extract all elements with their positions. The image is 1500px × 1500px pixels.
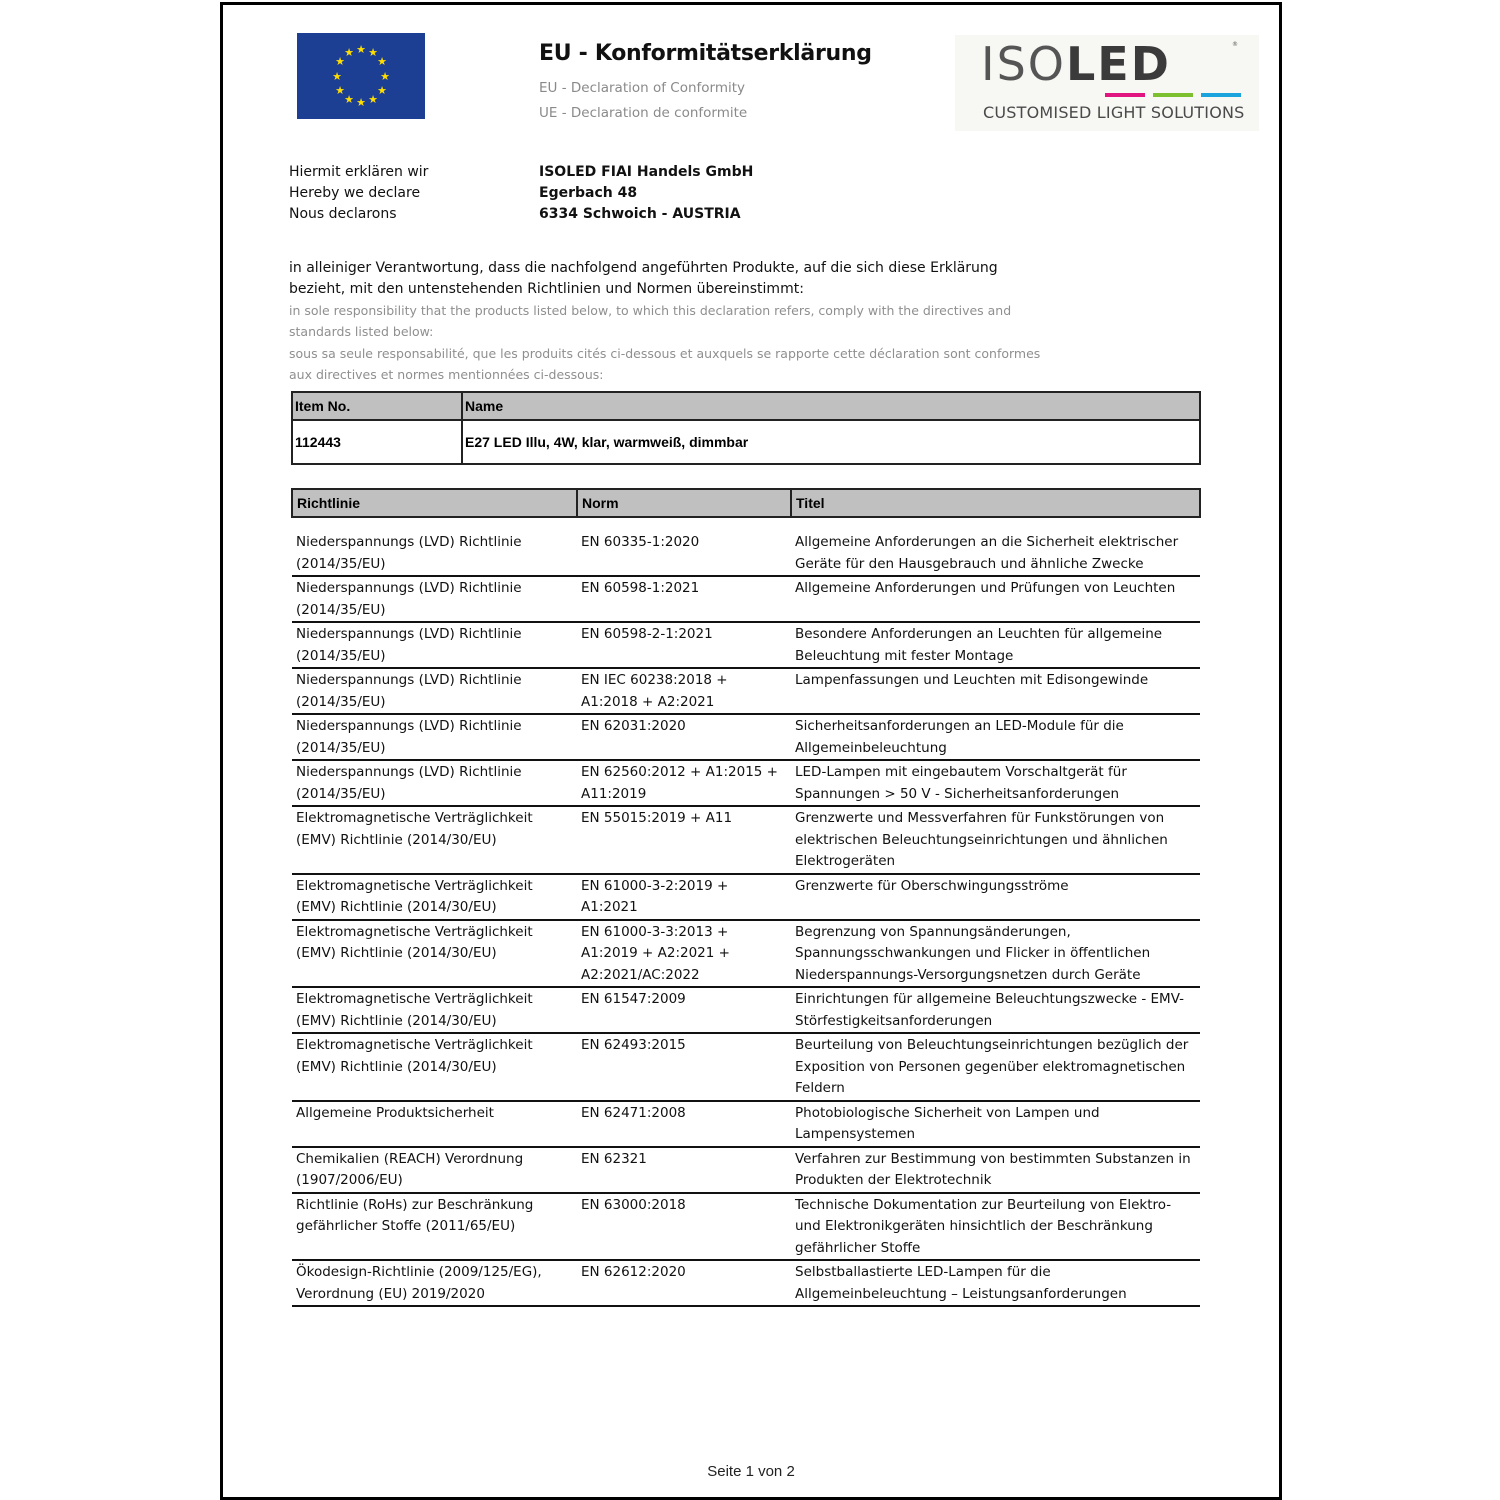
svg-text:★: ★	[377, 84, 387, 97]
directive-cell: Allgemeine Produktsicherheit	[292, 1101, 577, 1147]
norm-cell: EN 60598-1:2021	[577, 576, 791, 622]
norm-cell: EN 62321	[577, 1147, 791, 1193]
logo-tagline: CUSTOMISED LIGHT SOLUTIONS	[983, 103, 1245, 122]
item-name: E27 LED Illu, 4W, klar, warmweiß, dimmbar	[462, 420, 1200, 464]
title-cell: Lampenfassungen und Leuchten mit Edisongewinde	[791, 668, 1200, 714]
item-number: 112443	[292, 420, 462, 464]
table-row	[292, 1033, 1200, 1101]
svg-text:★: ★	[377, 55, 387, 68]
declaration-labels	[289, 162, 428, 225]
directive-cell: Elektromagnetische Verträglichkeit (EMV) Richtlinie (2014/30/EU)	[292, 806, 577, 874]
registered-mark: ®	[1232, 41, 1238, 48]
company-street: Egerbach 48	[539, 185, 638, 201]
table-row	[292, 517, 1200, 576]
svg-text:★: ★	[335, 84, 345, 97]
logo-word-thin: ISO	[981, 37, 1066, 91]
norm-cell: EN 62031:2020	[577, 714, 791, 760]
directive-cell: Chemikalien (REACH) Verordnung (1907/2006/EU)	[292, 1147, 577, 1193]
table-row	[292, 760, 1200, 806]
directive-cell: Elektromagnetische Verträglichkeit (EMV) Richtlinie (2014/30/EU)	[292, 987, 577, 1033]
norm-cell: EN 62612:2020	[577, 1260, 791, 1306]
directive-cell: Richtlinie (RoHs) zur Beschränkung gefährlicher Stoffe (2011/65/EU)	[292, 1193, 577, 1261]
document-subtitle-fr: UE - Declaration de conformite	[539, 105, 748, 121]
svg-text:★: ★	[344, 93, 354, 106]
table-row	[292, 1101, 1200, 1147]
table-row	[292, 806, 1200, 874]
norm-cell: EN 62560:2012 + A1:2015 + A11:2019	[577, 760, 791, 806]
norm-cell: EN 61000-3-2:2019 + A1:2021	[577, 874, 791, 920]
header-titel: Titel	[791, 489, 1200, 517]
norm-cell: EN 61547:2009	[577, 987, 791, 1033]
table-row	[292, 1193, 1200, 1261]
title-cell: Grenzwerte und Messverfahren für Funkstörungen von elektrischen Beleuchtungseinrichtungen und ähnlichen Elektrogeräten	[791, 806, 1200, 874]
document-page	[220, 2, 1282, 1500]
svg-text:★: ★	[332, 70, 342, 83]
logo-word-bold: LED	[1065, 37, 1171, 91]
table-row	[292, 668, 1200, 714]
logo-wordmark	[981, 37, 1171, 91]
logo-bar-blue	[1201, 93, 1241, 97]
company-address	[539, 162, 753, 225]
logo-bar-magenta	[1105, 93, 1145, 97]
title-cell: Sicherheitsanforderungen an LED-Module für die Allgemeinbeleuchtung	[791, 714, 1200, 760]
norm-cell: EN 60335-1:2020	[577, 517, 791, 576]
document-subtitle-en: EU - Declaration of Conformity	[539, 80, 746, 96]
title-cell: Einrichtungen für allgemeine Beleuchtungszwecke - EMV-Störfestigkeitsanforderungen	[791, 987, 1200, 1033]
directive-cell: Niederspannungs (LVD) Richtlinie (2014/35/EU)	[292, 576, 577, 622]
directive-cell: Niederspannungs (LVD) Richtlinie (2014/35/EU)	[292, 517, 577, 576]
norm-cell: EN 62493:2015	[577, 1033, 791, 1101]
directive-cell: Niederspannungs (LVD) Richtlinie (2014/35/EU)	[292, 622, 577, 668]
header-richtlinie: Richtlinie	[292, 489, 577, 517]
intro-text-en: in sole responsibility that the products listed below, to which this declaration refers, comply with the directives and standards listed below:	[289, 303, 1012, 339]
svg-text:★: ★	[335, 55, 345, 68]
items-table	[291, 391, 1201, 465]
norms-table-body	[292, 517, 1200, 1306]
norm-cell: EN 62471:2008	[577, 1101, 791, 1147]
isoled-logo	[955, 35, 1259, 131]
company-city: 6334 Schwoich - AUSTRIA	[539, 206, 741, 222]
svg-text:★: ★	[356, 43, 366, 56]
directive-cell: Niederspannungs (LVD) Richtlinie (2014/35/EU)	[292, 714, 577, 760]
title-cell: Technische Dokumentation zur Beurteilung von Elektro- und Elektronikgeräten hinsichtlich der Beschränkung gefährlicher Stoffe	[791, 1193, 1200, 1261]
table-row	[292, 622, 1200, 668]
title-cell: Selbstballastierte LED-Lampen für die Allgemeinbeleuchtung – Leistungsanforderungen	[791, 1260, 1200, 1306]
directive-cell: Elektromagnetische Verträglichkeit (EMV) Richtlinie (2014/30/EU)	[292, 874, 577, 920]
directive-cell: Niederspannungs (LVD) Richtlinie (2014/35/EU)	[292, 668, 577, 714]
title-cell: Photobiologische Sicherheit von Lampen und Lampensystemen	[791, 1101, 1200, 1147]
norms-table-header	[292, 489, 1200, 517]
title-cell: Besondere Anforderungen an Leuchten für allgemeine Beleuchtung mit fester Montage	[791, 622, 1200, 668]
table-row	[292, 920, 1200, 988]
table-row	[292, 1147, 1200, 1193]
table-row	[292, 987, 1200, 1033]
svg-text:★: ★	[368, 46, 378, 59]
norm-cell: EN 55015:2019 + A11	[577, 806, 791, 874]
intro-text-fr: sous sa seule responsabilité, que les produits cités ci-dessous et auxquels se rapporte cette déclaration sont conformes aux directives et normes mentionnées ci-dessous:	[289, 346, 1041, 382]
table-row	[292, 576, 1200, 622]
header-item-no: Item No.	[292, 392, 462, 420]
table-row	[292, 420, 1200, 464]
declaration-label-en: Hereby we declare	[289, 185, 421, 201]
svg-text:★: ★	[380, 70, 390, 83]
company-name: ISOLED FIAI Handels GmbH	[539, 164, 754, 180]
directive-cell: Ökodesign-Richtlinie (2009/125/EG), Verordnung (EU) 2019/2020	[292, 1260, 577, 1306]
svg-text:★: ★	[344, 46, 354, 59]
title-cell: Grenzwerte für Oberschwingungsströme	[791, 874, 1200, 920]
svg-text:★: ★	[356, 96, 366, 109]
declaration-label-fr: Nous declarons	[289, 206, 397, 222]
title-cell: Verfahren zur Bestimmung von bestimmten Substanzen in Produkten der Elektrotechnik	[791, 1147, 1200, 1193]
table-row	[292, 714, 1200, 760]
norm-cell: EN 61000-3-3:2013 + A1:2019 + A2:2021 + A2:2021/AC:2022	[577, 920, 791, 988]
table-row	[292, 1260, 1200, 1306]
title-cell: Beurteilung von Beleuchtungseinrichtungen bezüglich der Exposition von Personen gegenüber elektromagnetischen Feldern	[791, 1033, 1200, 1101]
logo-color-bars	[1105, 93, 1235, 99]
title-cell: Begrenzung von Spannungsänderungen, Spannungsschwankungen und Flicker in öffentlichen Niederspannungs-Versorgungsnetzen durch Geräte	[791, 920, 1200, 988]
page-number: Seite 1 von 2	[707, 1463, 795, 1480]
items-table-header	[292, 392, 1200, 420]
intro-text-de: in alleiniger Verantwortung, dass die nachfolgend angeführten Produkte, auf die sich diese Erklärung bezieht, mit den untenstehenden Richtlinien und Normen übereinstimmt:	[289, 260, 998, 297]
svg-text:★: ★	[368, 93, 378, 106]
norm-cell: EN 60598-2-1:2021	[577, 622, 791, 668]
document-title: EU - Konformitätserklärung	[539, 41, 872, 66]
directive-cell: Niederspannungs (LVD) Richtlinie (2014/35/EU)	[292, 760, 577, 806]
title-cell: Allgemeine Anforderungen und Prüfungen von Leuchten	[791, 576, 1200, 622]
eu-flag-icon	[297, 33, 425, 119]
title-cell: LED-Lampen mit eingebautem Vorschaltgerät für Spannungen > 50 V - Sicherheitsanforderungen	[791, 760, 1200, 806]
header-name: Name	[462, 392, 1200, 420]
title-cell: Allgemeine Anforderungen an die Sicherheit elektrischer Geräte für den Hausgebrauch und ähnliche Zwecke	[791, 517, 1200, 576]
norm-cell: EN IEC 60238:2018 + A1:2018 + A2:2021	[577, 668, 791, 714]
table-row	[292, 874, 1200, 920]
norms-table	[291, 488, 1201, 1307]
eu-stars-icon	[297, 33, 425, 119]
directive-cell: Elektromagnetische Verträglichkeit (EMV) Richtlinie (2014/30/EU)	[292, 920, 577, 988]
logo-bar-green	[1153, 93, 1193, 97]
declaration-label-de: Hiermit erklären wir	[289, 164, 429, 180]
header-norm: Norm	[577, 489, 791, 517]
norm-cell: EN 63000:2018	[577, 1193, 791, 1261]
directive-cell: Elektromagnetische Verträglichkeit (EMV) Richtlinie (2014/30/EU)	[292, 1033, 577, 1101]
